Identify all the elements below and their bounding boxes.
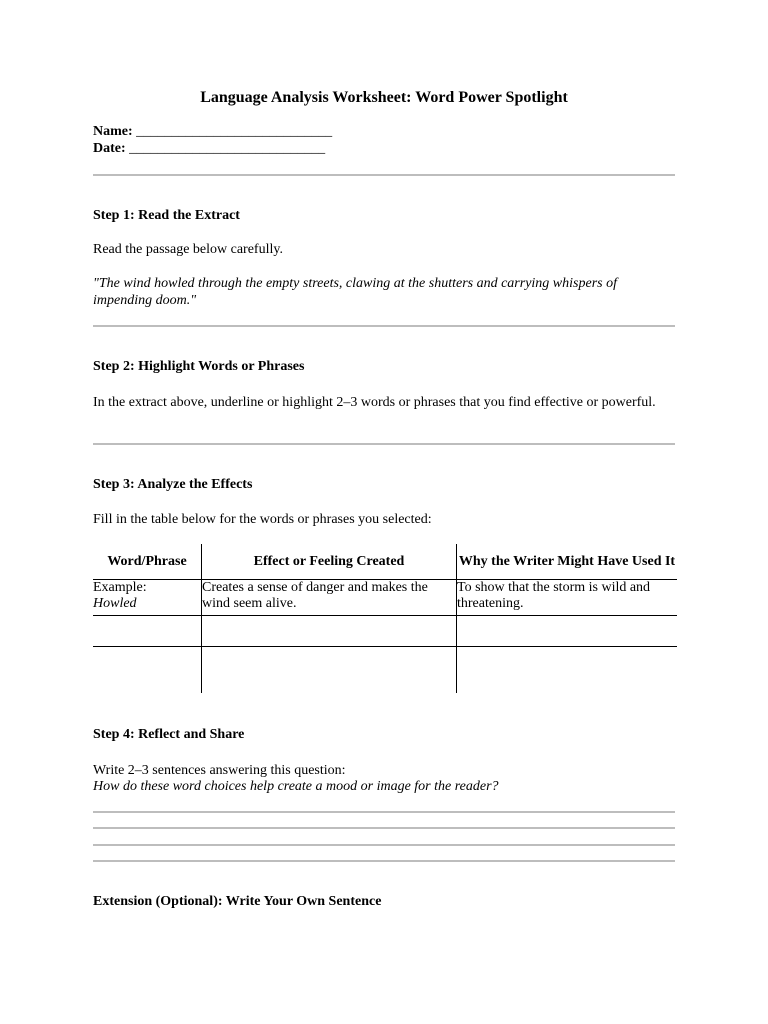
- example-effect-cell: Creates a sense of danger and makes the wind seem alive.: [202, 580, 457, 616]
- analysis-table: [93, 544, 677, 693]
- date-blank: ____________________________: [129, 141, 326, 156]
- step3-instruction: Fill in the table below for the words or phrases you selected:: [93, 512, 432, 527]
- example-word: Howled: [93, 596, 137, 611]
- example-reason-cell: To show that the storm is wild and threatening.: [457, 580, 678, 616]
- step3-heading: Step 3: Analyze the Effects: [93, 477, 253, 492]
- step1-heading: Step 1: Read the Extract: [93, 208, 240, 223]
- date-label: Date:: [93, 141, 126, 156]
- divider: [93, 325, 675, 327]
- table-header-row: [93, 544, 677, 580]
- table-row: [93, 616, 677, 647]
- divider: [93, 174, 675, 176]
- header-effect: Effect or Feeling Created: [202, 544, 457, 580]
- step4-instruction: Write 2–3 sentences answering this question:: [93, 763, 346, 778]
- page-title: Language Analysis Worksheet: Word Power Spotlight: [200, 89, 568, 106]
- step4-heading: Step 4: Reflect and Share: [93, 727, 245, 742]
- name-blank: ____________________________: [136, 124, 333, 139]
- header-reason: Why the Writer Might Have Used It: [457, 544, 678, 580]
- step2-instruction: In the extract above, underline or highlight 2–3 words or phrases that you find effective or powerful.: [93, 395, 656, 410]
- example-label: Example:: [93, 580, 147, 595]
- extension-heading: Extension (Optional): Write Your Own Sentence: [93, 894, 382, 909]
- table-row: [93, 580, 677, 616]
- answer-reason-cell[interactable]: [457, 647, 678, 694]
- writing-line[interactable]: [93, 811, 675, 813]
- name-label: Name:: [93, 124, 133, 139]
- example-word-cell: [93, 580, 202, 616]
- answer-word-cell[interactable]: [93, 616, 202, 647]
- name-field: [93, 124, 332, 140]
- writing-line[interactable]: [93, 827, 675, 829]
- writing-line[interactable]: [93, 844, 675, 846]
- step1-instruction: Read the passage below carefully.: [93, 242, 283, 257]
- extract-quote: "The wind howled through the empty streets, clawing at the shutters and carrying whispers of impending doom.": [93, 276, 617, 308]
- step2-heading: Step 2: Highlight Words or Phrases: [93, 359, 305, 374]
- date-field: [93, 141, 325, 157]
- step4-question: How do these word choices help create a mood or image for the reader?: [93, 779, 499, 794]
- answer-effect-cell[interactable]: [202, 647, 457, 694]
- header-word-phrase: Word/Phrase: [93, 544, 202, 580]
- answer-reason-cell[interactable]: [457, 616, 678, 647]
- answer-word-cell[interactable]: [93, 647, 202, 694]
- table-row: [93, 647, 677, 694]
- answer-effect-cell[interactable]: [202, 616, 457, 647]
- divider: [93, 443, 675, 445]
- writing-line[interactable]: [93, 860, 675, 862]
